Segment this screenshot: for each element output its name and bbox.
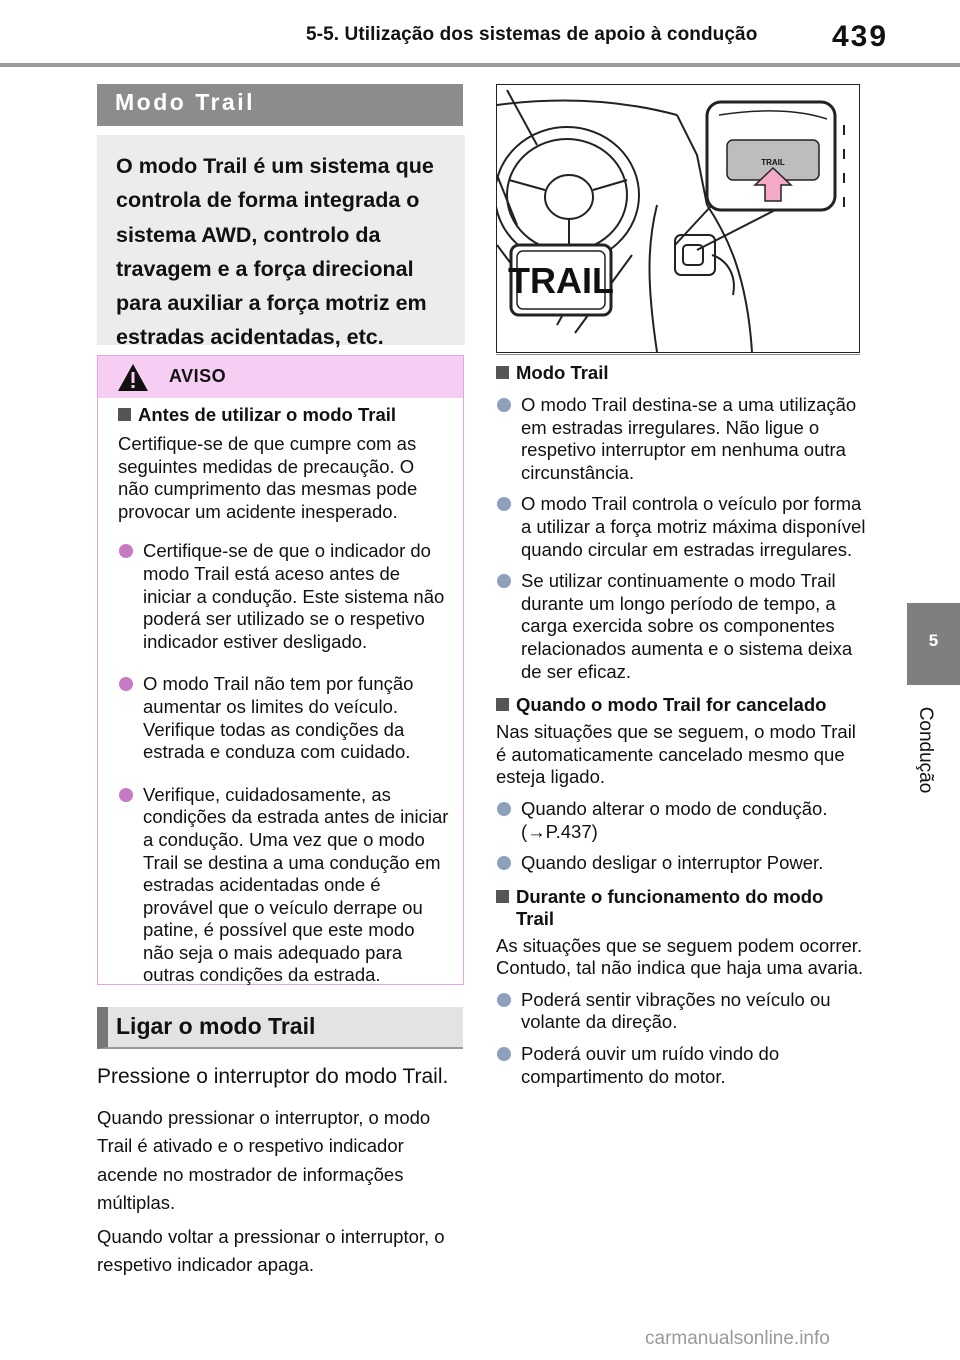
round-bullet-icon xyxy=(497,802,511,816)
note-bullet xyxy=(496,1043,866,1088)
warning-body xyxy=(98,398,463,987)
note-heading-text: Quando o modo Trail for cancelado xyxy=(516,694,827,716)
warning-header xyxy=(98,356,463,398)
watermark: carmanualsonline.info xyxy=(645,1328,830,1349)
chapter-tab xyxy=(907,603,960,685)
subsection-paragraph: Quando pressionar o interruptor, o modo Trail é ativado e o respetivo indicador acende no mostrador de informações múltiplas. xyxy=(97,1106,431,1213)
note-bullet xyxy=(496,852,866,875)
warning-bullet xyxy=(118,673,449,763)
subsection-body xyxy=(97,1062,463,1280)
notes-column xyxy=(496,362,866,1088)
round-bullet-icon xyxy=(119,788,133,802)
warning-paragraph: Certifique-se de que cumpre com as seguintes medidas de precaução. O não cumprimento das mesmas pode provocar um acidente inesperado. xyxy=(118,433,418,522)
round-bullet-icon xyxy=(119,677,133,691)
note-bullet xyxy=(496,493,866,561)
round-bullet-icon xyxy=(497,856,511,870)
warning-heading xyxy=(118,404,449,426)
round-bullet-icon xyxy=(119,544,133,558)
trail-switch-illustration xyxy=(496,84,860,353)
subsection-paragraph: Quando voltar a pressionar o interruptor, o respetivo indicador apaga. xyxy=(97,1225,445,1275)
warning-bullet-text: O modo Trail não tem por função aumentar os limites do veículo. Verifique todas as condições da estrada e conduza com cuidado. xyxy=(143,673,414,763)
warning-bullet xyxy=(118,540,449,653)
note-heading xyxy=(496,694,866,716)
note-bullet-text: Poderá sentir vibrações no veículo ou volante da direção. xyxy=(521,988,831,1033)
note-bullet xyxy=(496,394,866,484)
square-bullet-icon xyxy=(496,366,509,379)
round-bullet-icon xyxy=(497,398,511,412)
intro-box xyxy=(97,135,465,350)
note-heading-text: Modo Trail xyxy=(516,362,609,383)
note-heading xyxy=(496,362,866,384)
page-number: 439 xyxy=(832,20,889,53)
note-heading xyxy=(496,886,866,930)
cockpit-drawing xyxy=(497,85,859,352)
section-title: Modo Trail xyxy=(115,89,255,115)
note-paragraph: As situações que se seguem podem ocorrer. Contudo, tal não indica que haja uma avaria. xyxy=(496,934,864,979)
note-heading-text: Durante o funcionamento do modo Trail xyxy=(516,885,824,929)
warning-bullet-text: Certifique-se de que o indicador do modo Trail está aceso antes de iniciar a condução. Este sistema não poderá ser utilizado se o respetivo indicador estiver desligado. xyxy=(143,540,445,652)
chapter-label-wrap xyxy=(905,700,945,820)
note-bullet xyxy=(496,570,866,683)
warning-bullet-text: Verifique, cuidadosamente, as condições da estrada antes de iniciar a condução. Uma vez que o modo Trail se destina a uma condução em estradas acidentadas onde é provável que o veículo derrape ou patine, é possível que este modo não seja o mais adequado para outras condições da estrada. xyxy=(143,783,449,986)
note-bullet-text: O modo Trail controla o veículo por forma a utilizar a força motriz máxima disponível quando circular em estradas irregulares. xyxy=(521,493,866,560)
note-bullet xyxy=(496,989,866,1034)
header-rule xyxy=(0,63,960,67)
subsection-title-bar xyxy=(97,1007,463,1049)
warning-box xyxy=(97,355,464,985)
illustration-rule xyxy=(496,354,860,355)
note-bullet-text: Quando desligar o interruptor Power. xyxy=(521,852,824,874)
note-bullet-text: Se utilizar continuamente o modo Trail durante um longo período de tempo, a carga exercida sobre os componentes relacionados aumenta e o sistema deixa de ser eficaz. xyxy=(521,570,853,682)
section-title-bar xyxy=(97,84,463,126)
chapter-label: Condução xyxy=(915,706,936,794)
chapter-number: 5 xyxy=(928,631,939,650)
button-trail-text: TRAIL xyxy=(761,158,785,167)
warning-triangle-icon xyxy=(117,363,149,392)
square-bullet-icon xyxy=(496,890,509,903)
note-paragraph: Nas situações que se seguem, o modo Trail é automaticamente cancelado mesmo que esteja ligado. xyxy=(496,721,856,788)
subsection-lead: Pressione o interruptor do modo Trail. xyxy=(97,1065,449,1088)
note-bullet-text: O modo Trail destina-se a uma utilização em estradas irregulares. Não ligue o respetivo interruptor em nenhuma outra circunstância. xyxy=(521,394,857,483)
callout-trail-text: TRAIL xyxy=(508,260,614,301)
square-bullet-icon xyxy=(118,408,131,421)
round-bullet-icon xyxy=(497,1047,511,1061)
warning-title: AVISO xyxy=(169,366,227,386)
warning-heading-text: Antes de utilizar o modo Trail xyxy=(138,404,397,425)
subsection-title: Ligar o modo Trail xyxy=(116,1013,316,1039)
note-bullet xyxy=(496,798,866,843)
round-bullet-icon xyxy=(497,574,511,588)
square-bullet-icon xyxy=(496,698,509,711)
header-title: 5-5. Utilização dos sistemas de apoio à condução xyxy=(306,24,758,45)
round-bullet-icon xyxy=(497,497,511,511)
warning-bullet xyxy=(118,784,449,987)
round-bullet-icon xyxy=(497,993,511,1007)
intro-text: O modo Trail é um sistema que controla de forma integrada o sistema AWD, controlo da travagem e a força direcional para auxiliar a força motriz em estradas acidentadas, etc. xyxy=(116,154,434,350)
note-bullet-text: Poderá ouvir um ruído vindo do compartimento do motor. xyxy=(521,1043,780,1087)
note-bullet-text: Quando alterar o modo de condução. (→P.437) xyxy=(521,797,828,842)
